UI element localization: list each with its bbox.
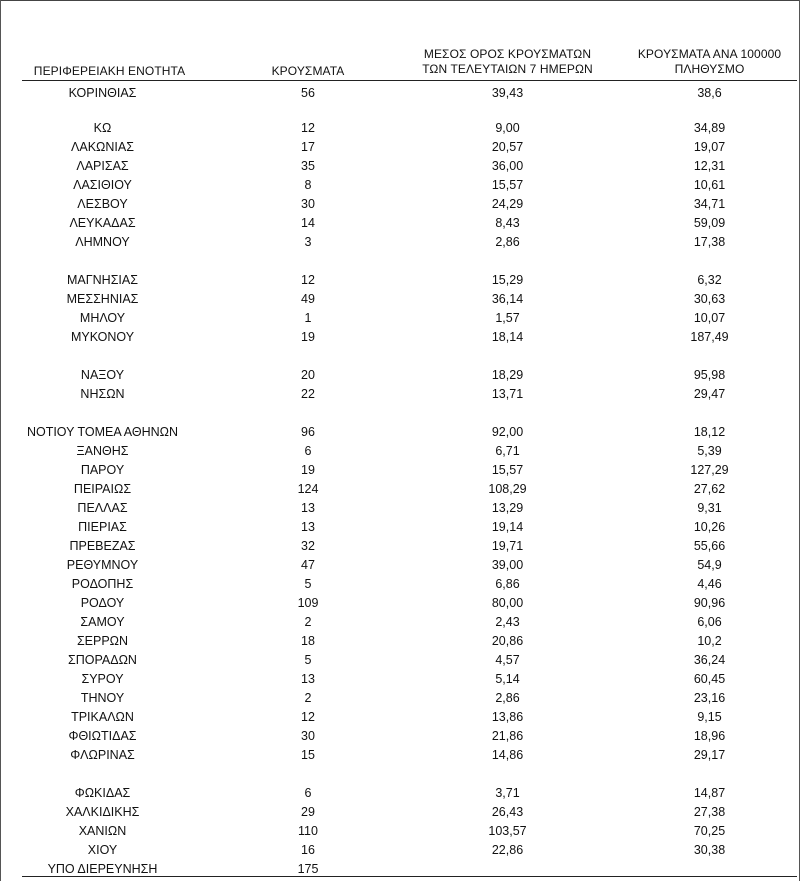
- table-row: [0, 518, 800, 537]
- cell-cases: 19: [301, 463, 315, 477]
- cell-cases: 6: [304, 786, 312, 800]
- cell-avg7: 6,86: [495, 577, 520, 591]
- cell-region: ΤΗΝΟΥ: [80, 691, 125, 705]
- cell-per100k: 29,47: [693, 387, 726, 401]
- cell-avg7: 92,00: [491, 425, 524, 439]
- table-row: [0, 784, 800, 803]
- cell-avg7: 2,86: [495, 691, 520, 705]
- header-avg7-line1: ΜΕΣΟΣ ΟΡΟΣ ΚΡΟΥΣΜΑΤΩΝ: [423, 47, 592, 61]
- table-row: [0, 366, 800, 385]
- cell-region: ΠΕΙΡΑΙΩΣ: [73, 482, 132, 496]
- cell-per100k: 34,89: [693, 121, 726, 135]
- cell-cases: 13: [301, 520, 315, 534]
- cell-per100k: 59,09: [693, 216, 726, 230]
- cell-avg7: 36,00: [491, 159, 524, 173]
- cell-per100k: 90,96: [693, 596, 726, 610]
- cell-region: ΧΑΛΚΙΔΙΚΗΣ: [65, 805, 140, 819]
- header-avg7: [415, 47, 600, 77]
- cell-cases: 20: [301, 368, 315, 382]
- cell-region: ΣΑΜΟΥ: [80, 615, 125, 629]
- cell-avg7: 21,86: [491, 729, 524, 743]
- cell-avg7: 15,29: [491, 273, 524, 287]
- cell-region: ΝΑΞΟΥ: [80, 368, 125, 382]
- cell-avg7: 15,57: [491, 463, 524, 477]
- cell-cases: 18: [301, 634, 315, 648]
- cell-avg7: 26,43: [491, 805, 524, 819]
- cell-cases: 47: [301, 558, 315, 572]
- table-row: [0, 670, 800, 689]
- table-row: [0, 423, 800, 442]
- cell-region: ΤΡΙΚΑΛΩΝ: [71, 710, 134, 724]
- table-row: [0, 385, 800, 404]
- cell-cases: 19: [301, 330, 315, 344]
- table-row: [0, 822, 800, 841]
- cell-region: ΡΕΘΥΜΝΟΥ: [66, 558, 139, 572]
- cell-per100k: 54,9: [697, 558, 722, 572]
- cell-cases: 12: [301, 121, 315, 135]
- cell-region: ΞΑΝΘΗΣ: [76, 444, 129, 458]
- table-row: [0, 689, 800, 708]
- cell-avg7: 13,29: [491, 501, 524, 515]
- cell-per100k: 10,26: [693, 520, 726, 534]
- cell-region: ΣΥΡΟΥ: [81, 672, 124, 686]
- cell-avg7: 2,43: [495, 615, 520, 629]
- table-row: [0, 841, 800, 860]
- cell-cases: 12: [301, 273, 315, 287]
- cell-per100k: 30,63: [693, 292, 726, 306]
- cell-avg7: 39,43: [491, 86, 524, 100]
- cell-avg7: 80,00: [491, 596, 524, 610]
- header-per100k-line1: ΚΡΟΥΣΜΑΤΑ ΑΝΑ 100000: [637, 47, 782, 61]
- cell-region: ΠΙΕΡΙΑΣ: [78, 520, 127, 534]
- cell-region: ΛΑΚΩΝΙΑΣ: [71, 140, 134, 154]
- cell-avg7: 18,29: [491, 368, 524, 382]
- cell-per100k: 30,38: [693, 843, 726, 857]
- cell-cases: 30: [301, 197, 315, 211]
- cell-per100k: 27,62: [693, 482, 726, 496]
- cell-per100k: 29,17: [693, 748, 726, 762]
- cell-cases: 17: [301, 140, 315, 154]
- cell-per100k: 95,98: [693, 368, 726, 382]
- cell-cases: 124: [297, 482, 319, 496]
- cell-avg7: 8,43: [495, 216, 520, 230]
- table-row: [0, 442, 800, 461]
- cell-region: ΛΗΜΝΟΥ: [75, 235, 130, 249]
- cell-per100k: 10,2: [697, 634, 722, 648]
- cell-cases: 30: [301, 729, 315, 743]
- cell-per100k: 6,06: [697, 615, 722, 629]
- cell-region: ΜΑΓΝΗΣΙΑΣ: [67, 273, 138, 287]
- table-row: [0, 84, 800, 103]
- table-row: [0, 233, 800, 252]
- cell-cases: 175: [297, 862, 319, 876]
- cell-avg7: 20,57: [491, 140, 524, 154]
- cell-avg7: 39,00: [491, 558, 524, 572]
- cell-per100k: 187,49: [690, 330, 729, 344]
- cell-region: ΠΡΕΒΕΖΑΣ: [69, 539, 136, 553]
- cell-region: ΧΑΝΙΩΝ: [78, 824, 127, 838]
- cell-avg7: 13,86: [491, 710, 524, 724]
- cell-per100k: 36,24: [693, 653, 726, 667]
- table-row: [0, 537, 800, 556]
- cell-cases: 35: [301, 159, 315, 173]
- table-row: [0, 138, 800, 157]
- cell-region: ΠΕΛΛΑΣ: [77, 501, 128, 515]
- table-row: [0, 556, 800, 575]
- cell-avg7: 18,14: [491, 330, 524, 344]
- table-row: [0, 575, 800, 594]
- cell-cases: 8: [304, 178, 312, 192]
- cell-region: ΡΟΔΟΥ: [80, 596, 125, 610]
- table-row: [0, 594, 800, 613]
- cell-per100k: 18,12: [693, 425, 726, 439]
- cell-avg7: 9,00: [495, 121, 520, 135]
- cell-per100k: 10,07: [693, 311, 726, 325]
- cell-region: ΜΕΣΣΗΝΙΑΣ: [66, 292, 139, 306]
- cell-per100k: 70,25: [693, 824, 726, 838]
- cell-avg7: 5,14: [495, 672, 520, 686]
- cell-cases: 15: [301, 748, 315, 762]
- cell-region: ΧΙΟΥ: [87, 843, 118, 857]
- cell-cases: 12: [301, 710, 315, 724]
- table-row: [0, 727, 800, 746]
- cell-cases: 2: [304, 615, 312, 629]
- cell-per100k: 27,38: [693, 805, 726, 819]
- table-row: [0, 214, 800, 233]
- cell-per100k: 23,16: [693, 691, 726, 705]
- cell-per100k: 38,6: [697, 86, 722, 100]
- table-row: [0, 803, 800, 822]
- cell-region: ΚΟΡΙΝΘΙΑΣ: [68, 86, 137, 100]
- table-row: [0, 632, 800, 651]
- cell-region: ΠΑΡΟΥ: [80, 463, 125, 477]
- cell-region: ΛΕΣΒΟΥ: [77, 197, 128, 211]
- cell-avg7: 2,86: [495, 235, 520, 249]
- cell-cases: 1: [304, 311, 312, 325]
- table-row: [0, 708, 800, 727]
- header-divider: [22, 80, 797, 81]
- header-per100k: [622, 47, 797, 77]
- table-row: [0, 195, 800, 214]
- table-row: [0, 499, 800, 518]
- cell-per100k: 18,96: [693, 729, 726, 743]
- cell-avg7: 13,71: [491, 387, 524, 401]
- cell-cases: 5: [304, 577, 312, 591]
- cell-cases: 32: [301, 539, 315, 553]
- page-frame-top: [0, 0, 800, 5]
- cell-cases: 22: [301, 387, 315, 401]
- table-row: [0, 480, 800, 499]
- cell-avg7: 24,29: [491, 197, 524, 211]
- cell-avg7: 14,86: [491, 748, 524, 762]
- cell-region: ΡΟΔΟΠΗΣ: [71, 577, 134, 591]
- cell-avg7: 19,71: [491, 539, 524, 553]
- cell-avg7: 6,71: [495, 444, 520, 458]
- table-row: [0, 157, 800, 176]
- cell-per100k: 34,71: [693, 197, 726, 211]
- cell-region: ΣΕΡΡΩΝ: [76, 634, 129, 648]
- cell-per100k: 5,39: [697, 444, 722, 458]
- cell-cases: 56: [301, 86, 315, 100]
- cell-per100k: 4,46: [697, 577, 722, 591]
- table-row: [0, 461, 800, 480]
- cell-per100k: 12,31: [693, 159, 726, 173]
- cell-avg7: 108,29: [488, 482, 527, 496]
- table-row: [0, 613, 800, 632]
- cell-cases: 109: [297, 596, 319, 610]
- cell-per100k: 60,45: [693, 672, 726, 686]
- cell-per100k: 14,87: [693, 786, 726, 800]
- cell-region: ΛΑΡΙΣΑΣ: [76, 159, 129, 173]
- cell-cases: 13: [301, 501, 315, 515]
- cell-per100k: 17,38: [693, 235, 726, 249]
- table-row: [0, 651, 800, 670]
- header-cases: ΚΡΟΥΣΜΑΤΑ: [271, 64, 345, 78]
- cell-avg7: 36,14: [491, 292, 524, 306]
- cell-region: ΦΘΙΩΤΙΔΑΣ: [68, 729, 137, 743]
- cell-avg7: 103,57: [488, 824, 527, 838]
- cell-cases: 3: [304, 235, 312, 249]
- cell-cases: 49: [301, 292, 315, 306]
- table-row: [0, 309, 800, 328]
- cell-region: ΣΠΟΡΑΔΩΝ: [68, 653, 137, 667]
- cell-avg7: 3,71: [495, 786, 520, 800]
- cell-cases: 96: [301, 425, 315, 439]
- header-region: ΠΕΡΙΦΕΡΕΙΑΚΗ ΕΝΟΤΗΤΑ: [33, 64, 186, 78]
- cell-cases: 16: [301, 843, 315, 857]
- table-row: [0, 119, 800, 138]
- cell-avg7: 19,14: [491, 520, 524, 534]
- cell-per100k: 127,29: [690, 463, 729, 477]
- cell-region: ΛΕΥΚΑΔΑΣ: [69, 216, 136, 230]
- cell-region: ΦΩΚΙΔΑΣ: [74, 786, 131, 800]
- cell-avg7: 4,57: [495, 653, 520, 667]
- cell-region: ΛΑΣΙΘΙΟΥ: [73, 178, 132, 192]
- cell-region: ΦΛΩΡΙΝΑΣ: [70, 748, 135, 762]
- cell-per100k: 19,07: [693, 140, 726, 154]
- cell-avg7: 20,86: [491, 634, 524, 648]
- table-row: [0, 176, 800, 195]
- cell-cases: 110: [298, 824, 318, 838]
- cell-region: ΜΗΛΟΥ: [79, 311, 126, 325]
- header-avg7-line2: ΤΩΝ ΤΕΛΕΥΤΑΙΩΝ 7 ΗΜΕΡΩΝ: [422, 62, 593, 76]
- cell-avg7: 15,57: [491, 178, 524, 192]
- cell-avg7: 1,57: [495, 311, 520, 325]
- cell-cases: 13: [301, 672, 315, 686]
- table-row: [0, 746, 800, 765]
- footer-divider: [22, 876, 797, 877]
- cell-cases: 6: [304, 444, 312, 458]
- cell-region: ΜΥΚΟΝΟΥ: [70, 330, 135, 344]
- cell-cases: 14: [301, 216, 315, 230]
- cell-per100k: 9,15: [697, 710, 722, 724]
- header-per100k-line2: ΠΛΗΘΥΣΜΟ: [674, 62, 745, 76]
- cell-region: ΝΟΤΙΟΥ ΤΟΜΕΑ ΑΘΗΝΩΝ: [26, 425, 179, 439]
- cell-cases: 5: [304, 653, 312, 667]
- cell-per100k: 55,66: [693, 539, 726, 553]
- cell-cases: 29: [301, 805, 315, 819]
- cell-per100k: 6,32: [697, 273, 722, 287]
- cell-region: ΥΠΟ ΔΙΕΡΕΥΝΗΣΗ: [47, 862, 158, 876]
- table-row: [0, 271, 800, 290]
- cell-cases: 2: [304, 691, 312, 705]
- table-row: [0, 328, 800, 347]
- cell-region: ΚΩ: [93, 121, 112, 135]
- cell-avg7: 22,86: [491, 843, 524, 857]
- cell-per100k: 9,31: [697, 501, 722, 515]
- cell-region: ΝΗΣΩΝ: [80, 387, 125, 401]
- cell-per100k: 10,61: [693, 178, 726, 192]
- table-row: [0, 290, 800, 309]
